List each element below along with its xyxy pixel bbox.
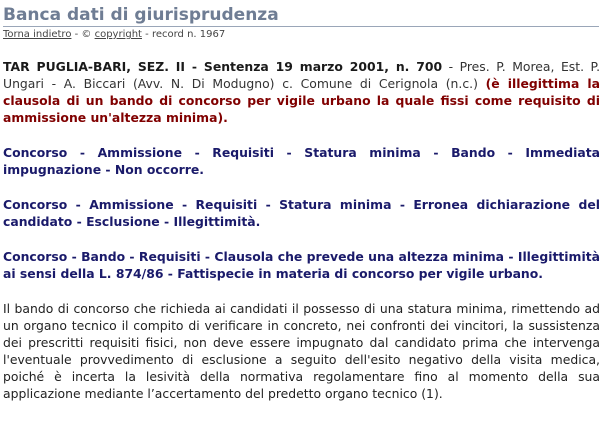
decision-heading xyxy=(3,58,600,126)
header-subnav xyxy=(3,28,601,42)
copyright-link[interactable]: copyright xyxy=(94,29,142,40)
court-citation: TAR PUGLIA-BARI, SEZ. II - Sentenza 19 marzo 2001, n. 700 xyxy=(3,59,443,74)
separator: - xyxy=(71,29,82,40)
back-link[interactable]: Torna indietro xyxy=(3,29,72,40)
parties-line: - Pres. P. Morea, Est. P. Ungari - A. Biccari (Avv. N. Di Modugno) c. Comune di Cerignola (n.c.) xyxy=(3,59,601,91)
copyright-symbol: © xyxy=(81,29,92,40)
title-divider xyxy=(3,26,599,27)
separator: - xyxy=(141,29,152,40)
holding-summary: (è illegittima la clausola di un bando di concorso per vigile urbano la quale fissi come requisito di ammissione un'altezza minima). xyxy=(3,76,600,125)
massima: Concorso - Ammissione - Requisiti - Statura minima - Erronea dichiarazione del candidato - Esclusione - Illegittimità. xyxy=(3,197,600,229)
decision-body: Il bando di concorso che richieda ai candidati il possesso di una statura minima, rimettendo ad un organo tecnico il compito di verificare in concreto, nei confronti dei vincitori, la sussistenza dei prescritti requisiti fisici, non deve essere impugnato dal candidato prima che intervenga l'eventuale provvedimento di esclusione a seguito dell'esito negativo della visita medica, poiché è incerta la lesività della normativa regolamentare fino al momento della sua applicazione mediante l’accertamento del predetto organo tecnico (1). xyxy=(3,301,600,401)
massima: Concorso - Ammissione - Requisiti - Statura minima - Bando - Immediata impugnazione - Non occorre. xyxy=(3,145,600,177)
massima: Concorso - Bando - Requisiti - Clausola che prevede una altezza minima - Illegittimità ai sensi della L. 874/86 - Fattispecie in materia di concorso per vigile urbano. xyxy=(3,249,600,281)
record-number: record n. 1967 xyxy=(151,29,226,40)
site-title: Banca dati di giurisprudenza xyxy=(3,5,279,25)
document-content xyxy=(3,58,600,402)
